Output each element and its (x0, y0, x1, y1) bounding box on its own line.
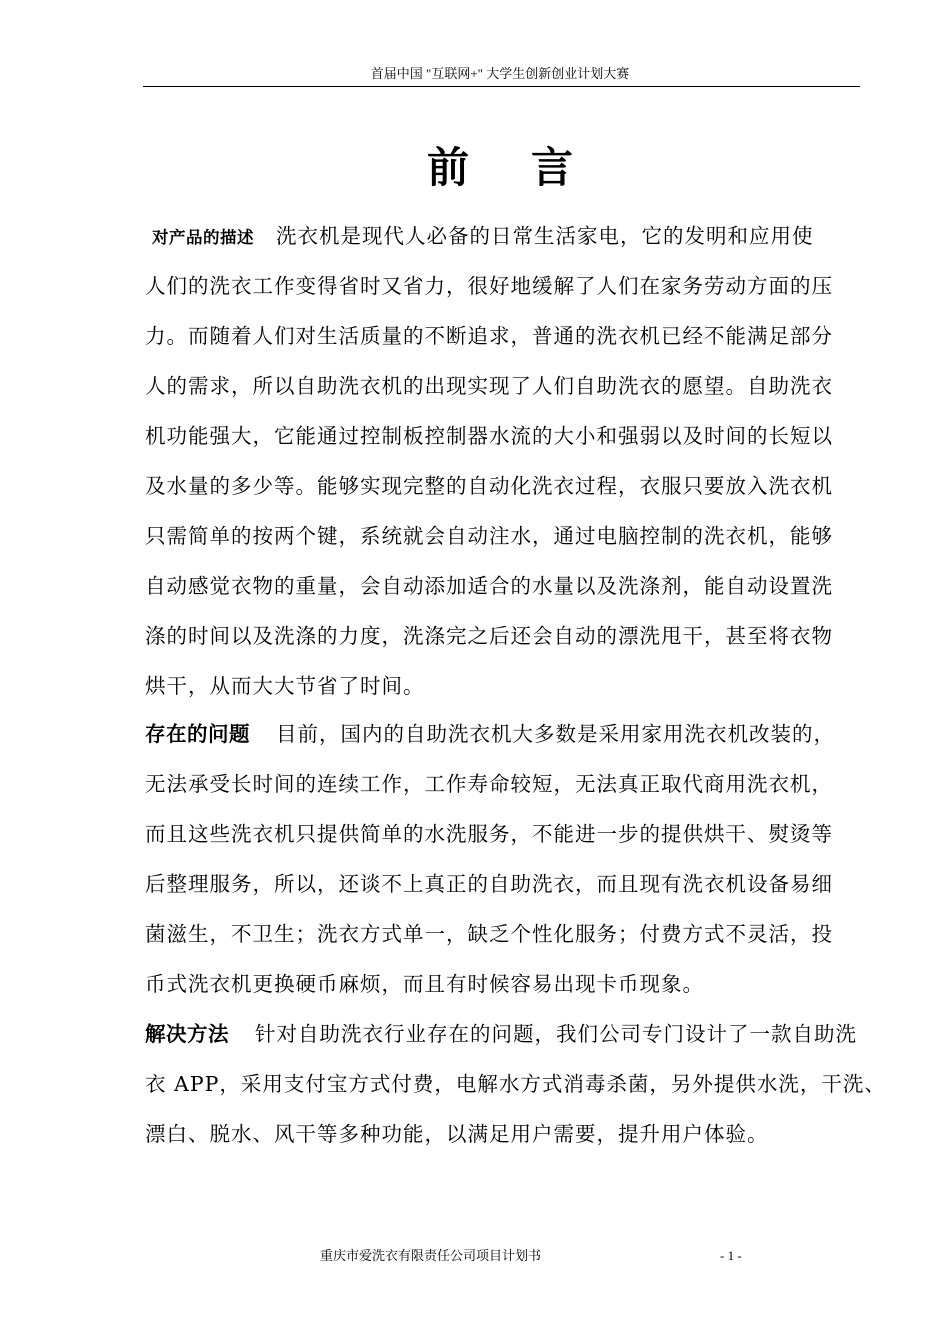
paragraph-line: 涤的时间以及洗涤的力度，洗涤完之后还会自动的漂洗甩干，甚至将衣物 (145, 624, 833, 648)
section-label-problems: 存在的问题 (145, 722, 250, 746)
paragraph-line: 无法承受长时间的连续工作，工作寿命较短，无法真正取代商用洗衣机， (145, 772, 833, 796)
paragraph-line: 菌滋生，不卫生；洗衣方式单一，缺乏个性化服务；付费方式不灵活，投 (145, 922, 833, 946)
header-rule (143, 86, 860, 87)
section-label-solution: 解决方法 (145, 1022, 229, 1046)
paragraph-line: 只需简单的按两个键，系统就会自动注水，通过电脑控制的洗衣机，能够 (145, 524, 833, 548)
paragraph-line: 币式洗衣机更换硬币麻烦，而且有时候容易出现卡币现象。 (145, 972, 704, 996)
paragraph-line: 对产品的描述 洗衣机是现代人必备的日常生活家电，它的发明和应用使 (152, 224, 814, 248)
paragraph-line: 后整理服务，所以，还谈不上真正的自助洗衣，而且现有洗衣机设备易细 (145, 872, 833, 896)
paragraph-line: 解决方法 针对自助洗衣行业存在的问题，我们公司专门设计了一款自助洗 (145, 1022, 857, 1046)
paragraph-line: 而且这些洗衣机只提供简单的水洗服务，不能进一步的提供烘干、熨烫等 (145, 822, 833, 846)
paragraph-line: 人们的洗衣工作变得省时又省力，很好地缓解了人们在家务劳动方面的压 (145, 274, 833, 298)
paragraph-line: 机功能强大，它能通过控制板控制器水流的大小和强弱以及时间的长短以 (145, 424, 833, 448)
paragraph-line: 衣 APP，采用支付宝方式付费，电解水方式消毒杀菌，另外提供水洗，干洗、 (145, 1072, 886, 1096)
paragraph-line: 存在的问题 目前，国内的自助洗衣机大多数是采用家用洗衣机改装的， (145, 722, 835, 746)
page-header: 首届中国 "互联网+" 大学生创新创业计划大赛 (370, 66, 630, 81)
section-label-product: 对产品的描述 (152, 228, 254, 247)
paragraph-line: 人的需求，所以自助洗衣机的出现实现了人们自助洗衣的愿望。自助洗衣 (145, 374, 833, 398)
page-title (0, 140, 950, 196)
footer-company: 重庆市爱洗衣有限责任公司项目计划书 (320, 1248, 542, 1263)
page-number: - 1 - (720, 1248, 742, 1263)
paragraph-line: 及水量的多少等。能够实现完整的自动化洗衣过程，衣服只要放入洗衣机 (145, 474, 833, 498)
paragraph-line: 力。而随着人们对生活质量的不断追求，普通的洗衣机已经不能满足部分 (145, 324, 833, 348)
title-char-1: 前 (426, 143, 469, 192)
paragraph-line: 漂白、脱水、风干等多种功能，以满足用户需要，提升用户体验。 (145, 1122, 769, 1146)
title-char-2: 言 (531, 143, 574, 192)
paragraph-line: 烘干，从而大大节省了时间。 (145, 674, 425, 698)
paragraph-line: 自动感觉衣物的重量，会自动添加适合的水量以及洗涤剂，能自动设置洗 (145, 574, 833, 598)
